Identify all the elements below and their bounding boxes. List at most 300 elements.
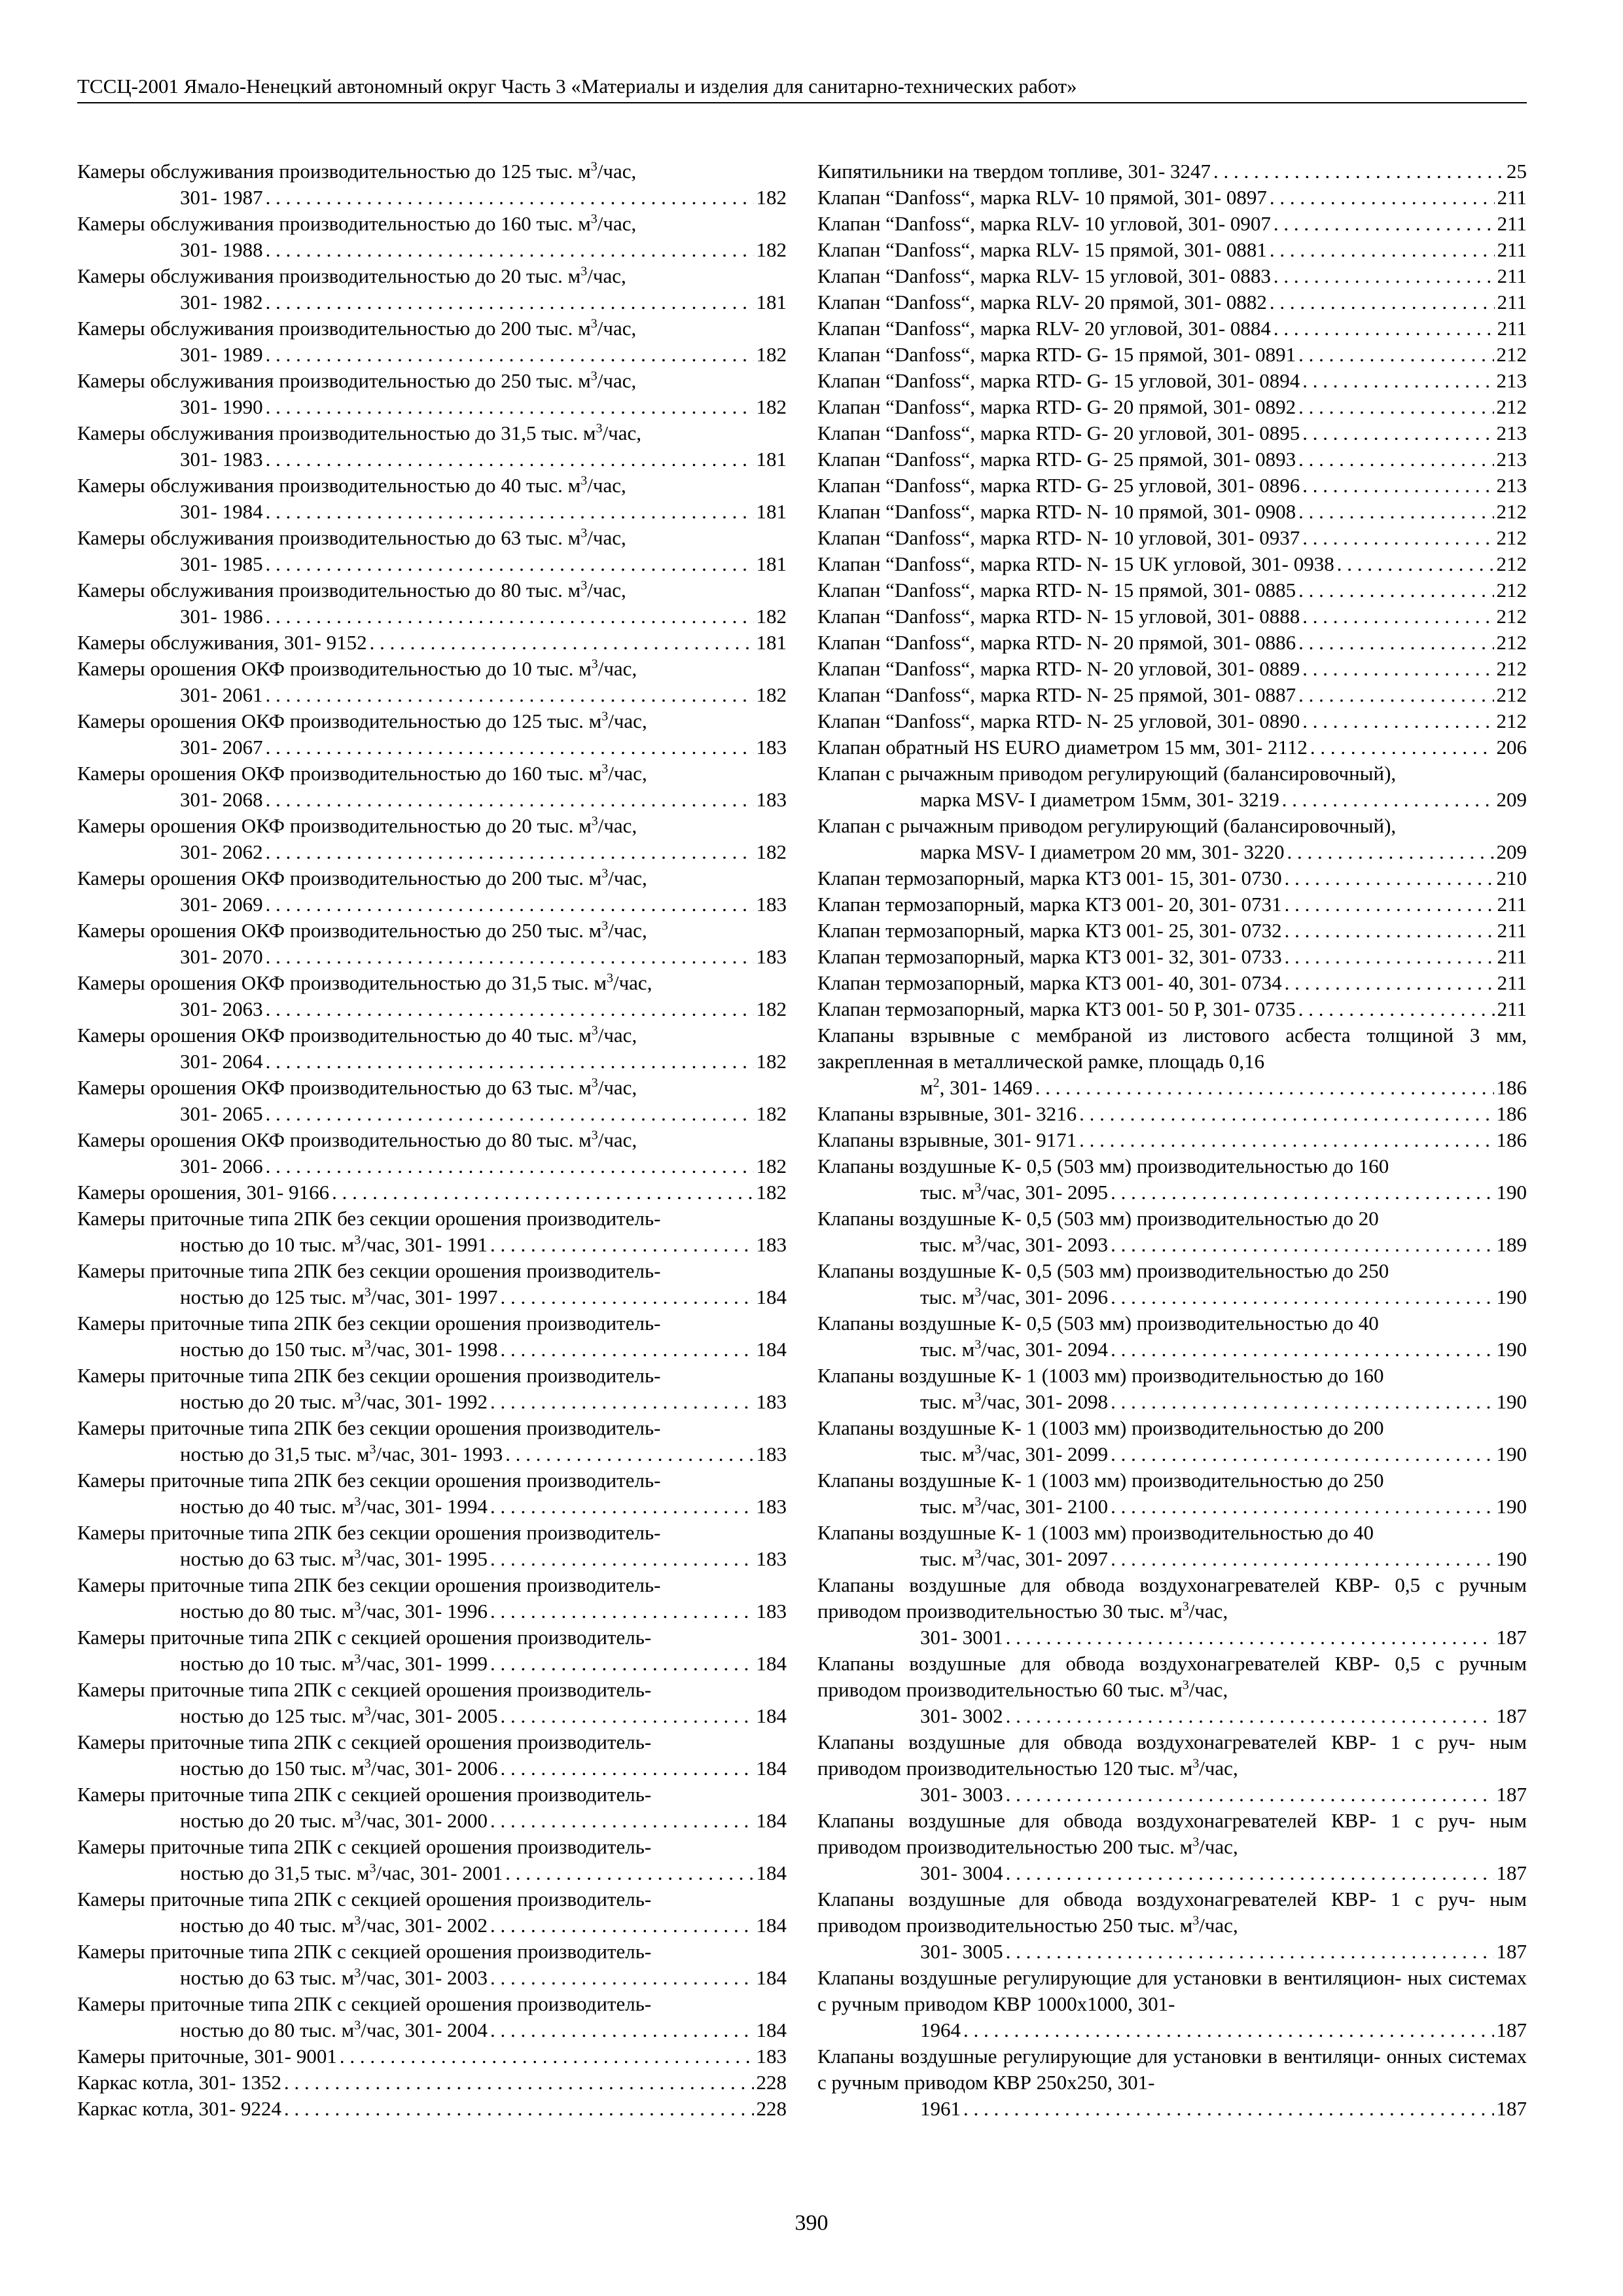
entry-page: 182 [756,238,787,261]
entry-page: 183 [756,788,787,811]
entry-title: Камеры орошения ОКФ производительностью до 63 тыс. $м^3$/час, [77,1075,637,1099]
leader-dots [1298,342,1493,368]
index-entry [817,1101,1527,1127]
entry-page: 211 [1497,997,1527,1020]
leader-dots [340,2043,754,2070]
index-entry [77,1834,787,1886]
entry-code: Клапан “Danfoss“, марка RTD- G- 15 прямой, 301- 0891 [817,343,1296,366]
leader-dots [266,237,754,263]
entry-page: 189 [1496,1233,1527,1256]
index-entry [817,1520,1527,1572]
entry-code: Камеры обслуживания, 301- 9152 [77,631,367,654]
leader-dots [1274,315,1495,342]
index-entry [817,1965,1527,2043]
index-entry [817,996,1527,1022]
entry-code: ностью до 40 тыс. $м^3$/час, 301- 1994 [180,1494,488,1518]
entry-code: 301- 1983 [180,448,263,471]
entry-page: 213 [1496,422,1527,444]
leader-dots [1006,1782,1494,1808]
leader-dots [284,2096,753,2122]
leader-dots [1006,1860,1494,1886]
entry-page: 182 [756,395,787,418]
entry-page: 213 [1496,448,1527,471]
entry-code: 301- 1987 [180,186,263,209]
entry-page: 212 [1496,631,1527,654]
entry-code: Клапан “Danfoss“, марка RTD- G- 15 угловой, 301- 0894 [817,369,1300,392]
leader-dots [963,2096,1494,2122]
index-entry [817,865,1527,891]
entry-code: Клапан “Danfoss“, марка RTD- N- 15 UK угловой, 301- 0938 [817,552,1334,575]
entry-code: тыс. $м^3$/час, 301- 2097 [920,1547,1109,1570]
leader-dots [505,1441,753,1467]
leader-dots [1302,525,1493,551]
entry-page: 184 [756,1338,787,1361]
entry-code: ностью до 63 тыс. $м^3$/час, 301- 1995 [180,1547,488,1570]
index-entry [817,970,1527,996]
entry-code: Клапан “Danfoss“, марка RTD- N- 25 угловой, 301- 0890 [817,709,1300,732]
entry-title: Клапаны воздушные К- 1 (1003 мм) производительностью до 160 [817,1364,1384,1387]
index-entry [817,368,1527,394]
leader-dots [266,1101,754,1127]
entry-page: 211 [1497,264,1527,287]
entry-page: 183 [756,1495,787,1518]
entry-title: Клапан с рычажным приводом регулирующий (балансировочный), [817,762,1397,785]
leader-dots [266,787,754,813]
leader-dots [1111,1494,1493,1520]
leader-dots [266,603,754,630]
entry-code: ностью до 125 тыс. $м^3$/час, 301- 1997 [180,1285,498,1308]
leader-dots [1111,1336,1493,1363]
entry-page: 184 [756,1861,787,1884]
entry-page: 211 [1497,893,1527,916]
entry-code: Клапан “Danfoss“, марка RLV- 20 прямой, 301- 0882 [817,291,1267,314]
leader-dots [266,289,754,315]
entry-code: тыс. $м^3$/час, 301- 2095 [920,1180,1109,1204]
leader-dots [1298,577,1493,603]
entry-title: Камеры приточные типа 2ПК с секцией орошения производитель- [77,1731,652,1753]
leader-dots [1298,394,1493,420]
entry-page: 211 [1497,291,1527,314]
index-entry [817,630,1527,656]
leader-dots [332,1179,753,1206]
leader-dots [1298,630,1493,656]
index-entry [817,891,1527,918]
index-entry [77,1782,787,1834]
entry-page: 212 [1496,657,1527,680]
entry-page: 182 [756,605,787,628]
entry-page: 212 [1496,605,1527,628]
entry-title: Клапаны воздушные К- 0,5 (503 мм) производительностью до 40 [817,1312,1379,1335]
entry-code: 301- 2069 [180,893,263,916]
entry-page: 183 [756,2045,787,2068]
entry-code: Клапан “Danfoss“, марка RTD- N- 25 прямой, 301- 0887 [817,683,1296,706]
entry-title: Камеры обслуживания производительностью до 200 тыс. $м^3$/час, [77,316,637,340]
entry-code: ностью до 31,5 тыс. $м^3$/час, 301- 2001 [180,1861,503,1884]
index-entry [817,656,1527,682]
index-entry [77,1310,787,1363]
entry-title: Камеры приточные типа 2ПК с секцией орошения производитель- [77,1940,652,1963]
leader-dots [1302,420,1493,446]
entry-page: 212 [1496,683,1527,706]
entry-code: Клапан “Danfoss“, марка RLV- 10 угловой, 301- 0907 [817,212,1271,235]
leader-dots [490,1651,753,1677]
entry-code: Клапан термозапорный, марка КТЗ 001- 40, 301- 0734 [817,971,1282,994]
entry-page: 182 [756,1181,787,1204]
leader-dots [266,734,754,761]
index-entry [77,1127,787,1179]
index-entry [817,1651,1527,1729]
entry-title: Клапаны взрывные с мембраной из листового асбеста толщиной 3 мм, закрепленная в металлической рамке, площадь 0,16 [817,1024,1527,1073]
entry-page: 182 [756,1050,787,1073]
entry-title: Камеры обслуживания производительностью до 63 тыс. $м^3$/час, [77,526,626,549]
leader-dots [490,1389,753,1415]
leader-dots [1079,1101,1493,1127]
entry-page: 186 [1496,1128,1527,1151]
entry-page: 182 [756,997,787,1020]
entry-code: 301- 2070 [180,945,263,968]
entry-code: Кипятильники на твердом топливе, 301- 3247 [817,160,1211,183]
index-entry [817,1127,1527,1153]
index-entry [817,211,1527,237]
entry-title: Камеры приточные типа 2ПК с секцией орошения производитель- [77,1835,652,1858]
entry-code: Каркас котла, 301- 9224 [77,2097,282,2120]
entry-code: Клапан “Danfoss“, марка RLV- 15 прямой, 301- 0881 [817,238,1267,261]
leader-dots [501,1703,754,1729]
entry-page: 210 [1496,867,1527,889]
entry-page: 183 [756,1600,787,1623]
leader-dots [1285,944,1495,970]
entry-code: Клапан “Danfoss“, марка RLV- 10 прямой, 301- 0897 [817,186,1267,209]
entry-title: Клапан с рычажным приводом регулирующий (балансировочный), [817,814,1397,837]
index-entry [77,1179,787,1206]
entry-page: 187 [1496,1940,1527,1963]
index-entry [77,1258,787,1310]
index-entry [817,237,1527,263]
running-header: ТССЦ-2001 Ямало-Ненецкий автономный округ Часть 3 «Материалы и изделия для санитарно-технических работ» [77,73,1527,103]
entry-page: 190 [1496,1390,1527,1413]
leader-dots [266,185,754,211]
entry-code: ностью до 63 тыс. $м^3$/час, 301- 2003 [180,1965,488,1989]
index-entry [77,970,787,1022]
leader-dots [1035,1075,1494,1101]
entry-code: марка MSV- I диаметром 20 мм, 301- 3220 [920,840,1285,863]
leader-dots [1111,1441,1493,1467]
entry-page: 213 [1496,474,1527,497]
entry-title: Камеры приточные типа 2ПК без секции орошения производитель- [77,1259,661,1282]
leader-dots [963,2017,1494,2043]
entry-code: ностью до 40 тыс. $м^3$/час, 301- 2002 [180,1913,488,1937]
entry-title: Клапаны воздушные регулирующие для установки в вентиляци- онных системах с ручным приводом КВР 250х250, 301- [817,2045,1527,2094]
leader-dots [490,1598,753,1624]
leader-dots [490,1965,753,1991]
index-entry [77,368,787,420]
entry-title: Камеры обслуживания производительностью до 20 тыс. $м^3$/час, [77,264,626,287]
entry-page: 187 [1496,1783,1527,1806]
entry-page: 187 [1496,1704,1527,1727]
entry-title: Камеры приточные типа 2ПК без секции орошения производитель- [77,1416,661,1439]
entry-page: 184 [756,1704,787,1727]
index-entry [817,1022,1527,1101]
entry-page: 181 [756,631,787,654]
index-entry [817,1572,1527,1651]
leader-dots [1270,289,1495,315]
leader-dots [266,944,754,970]
entry-page: 228 [756,2097,787,2120]
entry-code: 301- 2064 [180,1050,263,1073]
entry-code: 301- 2066 [180,1155,263,1177]
entry-page: 186 [1496,1102,1527,1125]
index-entry [817,315,1527,342]
entry-page: 187 [1496,2097,1527,2120]
leader-dots [1282,787,1494,813]
entry-page: 212 [1496,579,1527,601]
entry-code: 301- 2061 [180,683,263,706]
index-entry [77,918,787,970]
entry-code: Клапан “Danfoss“, марка RTD- N- 10 угловой, 301- 0937 [817,526,1300,549]
entry-code: 301- 2063 [180,997,263,1020]
index-entry [77,1022,787,1075]
index-entry [817,1153,1527,1206]
entry-page: 183 [756,1233,787,1256]
entry-title: Камеры орошения ОКФ производительностью до 250 тыс. $м^3$/час, [77,918,647,942]
index-entry [817,1363,1527,1415]
entry-page: 211 [1497,919,1527,942]
index-entry [817,185,1527,211]
leader-dots [490,1232,753,1258]
index-entry [77,2096,787,2122]
index-entry [817,1467,1527,1520]
leader-dots [370,630,754,656]
leader-dots [1079,1127,1493,1153]
entry-title: Камеры орошения ОКФ производительностью до 31,5 тыс. $м^3$/час, [77,971,652,994]
entry-page: 183 [756,736,787,759]
leader-dots [1285,970,1495,996]
index-entry [77,1886,787,1939]
index-entry [77,1729,787,1782]
entry-page: 25 [1507,160,1527,183]
entry-title: Камеры приточные типа 2ПК без секции орошения производитель- [77,1207,661,1230]
entry-page: 209 [1496,788,1527,811]
index-entry [817,446,1527,473]
index-entry [817,603,1527,630]
leader-dots [266,1049,754,1075]
index-entry [817,394,1527,420]
entry-code: 301- 1989 [180,343,263,366]
leader-dots [1302,656,1493,682]
entry-title: Клапаны воздушные для обвода воздухонагревателей КВР- 1 с руч- ным приводом производительностью 200 тыс. $м^3$/час, [817,1809,1527,1858]
entry-page: 190 [1496,1495,1527,1518]
entry-page: 182 [756,1155,787,1177]
entry-code: 301- 3004 [920,1861,1003,1884]
entry-page: 190 [1496,1443,1527,1465]
leader-dots [501,1284,754,1310]
entry-title: Камеры обслуживания производительностью до 160 тыс. $м^3$/час, [77,211,637,235]
entry-page: 184 [756,1914,787,1937]
index-column-left [77,158,787,2122]
index-entry [817,577,1527,603]
entry-code: ностью до 150 тыс. $м^3$/час, 301- 2006 [180,1756,498,1780]
index-entry [817,1415,1527,1467]
entry-code: 301- 3003 [920,1783,1003,1806]
entry-page: 190 [1496,1285,1527,1308]
entry-page: 187 [1496,1626,1527,1649]
entry-title: Клапаны воздушные К- 1 (1003 мм) производительностью до 40 [817,1521,1374,1544]
leader-dots [1111,1179,1493,1206]
entry-page: 213 [1496,369,1527,392]
entry-page: 183 [756,893,787,916]
index-entry [77,865,787,918]
index-entry [77,1467,787,1520]
entry-page: 181 [756,500,787,523]
entry-code: ностью до 125 тыс. $м^3$/час, 301- 2005 [180,1704,498,1727]
entry-code: Клапан термозапорный, марка КТЗ 001- 15, 301- 0730 [817,867,1282,889]
leader-dots [1302,473,1493,499]
leader-dots [1274,211,1495,237]
entry-code: ностью до 10 тыс. $м^3$/час, 301- 1999 [180,1651,488,1675]
entry-code: 301- 2068 [180,788,263,811]
entry-code: Клапан термозапорный, марка КТЗ 001- 50 Р, 301- 0735 [817,997,1296,1020]
entry-title: Клапаны воздушные для обвода воздухонагревателей КВР- 1 с руч- ным приводом производительностью 120 тыс. $м^3$/час, [817,1731,1527,1780]
entry-code: ностью до 31,5 тыс. $м^3$/час, 301- 1993 [180,1442,503,1465]
entry-code: тыс. $м^3$/час, 301- 2096 [920,1285,1109,1308]
entry-code: ностью до 10 тыс. $м^3$/час, 301- 1991 [180,1232,488,1256]
leader-dots [1298,996,1495,1022]
entry-code: Клапан обратный HS EURO диаметром 15 мм, 301- 2112 [817,736,1308,759]
entry-page: 184 [756,1285,787,1308]
entry-title: Камеры обслуживания производительностью до 80 тыс. $м^3$/час, [77,578,626,601]
entry-page: 182 [756,186,787,209]
index-entry [77,656,787,708]
index-entry [77,315,787,368]
entry-page: 187 [1496,2018,1527,2041]
entry-page: 182 [756,683,787,706]
entry-page: 183 [756,1390,787,1413]
leader-dots [1270,237,1495,263]
entry-code: 301- 1985 [180,552,263,575]
leader-dots [266,394,754,420]
index-entry [817,158,1527,185]
entry-title: Клапаны воздушные для обвода воздухонагревателей КВР- 0,5 с ручным приводом производительностью 30 тыс. $м^3$/час, [817,1573,1527,1623]
entry-title: Клапаны воздушные К- 1 (1003 мм) производительностью до 200 [817,1416,1384,1439]
entry-code: ностью до 20 тыс. $м^3$/час, 301- 1992 [180,1390,488,1413]
entry-page: 181 [756,291,787,314]
entry-page: 212 [1496,395,1527,418]
leader-dots [1298,682,1493,708]
leader-dots [266,551,754,577]
entry-page: 183 [756,1547,787,1570]
entry-page: 183 [756,945,787,968]
entry-page: 186 [1496,1076,1527,1099]
index-entry [77,263,787,315]
entry-code: 301- 2067 [180,736,263,759]
entry-code: 301- 1982 [180,291,263,314]
entry-title: Камеры обслуживания производительностью до 31,5 тыс. $м^3$/час, [77,421,641,444]
entry-code: $м^2$, 301- 1469 [920,1075,1033,1099]
leader-dots [284,2070,753,2096]
entry-page: 212 [1496,526,1527,549]
entry-code: Клапан “Danfoss“, марка RTD- G- 20 прямой, 301- 0892 [817,395,1296,418]
entry-title: Камеры орошения ОКФ производительностью до 10 тыс. $м^3$/час, [77,656,637,680]
index-entry [817,1729,1527,1808]
index-entry [817,1310,1527,1363]
leader-dots [266,1153,754,1179]
entry-page: 228 [756,2071,787,2094]
leader-dots [505,1860,753,1886]
entry-title: Камеры приточные типа 2ПК без секции орошения производитель- [77,1312,661,1335]
index-column-right [817,158,1527,2122]
entry-code: 301- 1986 [180,605,263,628]
leader-dots [1298,446,1493,473]
index-entry [77,2070,787,2096]
entry-code: Клапан термозапорный, марка КТЗ 001- 20, 301- 0731 [817,893,1282,916]
entry-page: 182 [756,343,787,366]
entry-code: 301- 1988 [180,238,263,261]
entry-page: 190 [1496,1547,1527,1570]
entry-title: Камеры приточные типа 2ПК без секции орошения производитель- [77,1364,661,1387]
index-entry [77,1415,787,1467]
leader-dots [1302,708,1493,734]
index-entry [77,1206,787,1258]
index-entry [817,499,1527,525]
leader-dots [1006,1624,1494,1651]
leader-dots [266,446,754,473]
entry-page: 190 [1496,1181,1527,1204]
leader-dots [266,891,754,918]
entry-code: Клапан “Danfoss“, марка RTD- N- 15 угловой, 301- 0888 [817,605,1300,628]
index-entry [817,708,1527,734]
entry-code: Клапан “Danfoss“, марка RTD- N- 20 угловой, 301- 0889 [817,657,1300,680]
entry-code: тыс. $м^3$/час, 301- 2098 [920,1390,1109,1413]
page-number: 390 [794,2211,829,2235]
entry-page: 190 [1496,1338,1527,1361]
entry-page: 184 [756,1809,787,1832]
entry-code: Клапан термозапорный, марка КТЗ 001- 32, 301- 0733 [817,945,1282,968]
index-entry [77,1991,787,2043]
entry-code: 1961 [920,2097,961,2120]
entry-code: Клапан “Danfoss“, марка RTD- G- 25 угловой, 301- 0896 [817,474,1300,497]
leader-dots [1298,499,1493,525]
entry-code: Камеры приточные, 301- 9001 [77,2045,337,2068]
entry-code: 301- 2065 [180,1102,263,1125]
entry-code: 301- 3001 [920,1626,1003,1649]
leader-dots [1111,1389,1493,1415]
index-entry [817,551,1527,577]
index-entry [817,813,1527,865]
entry-page: 184 [756,1966,787,1989]
leader-dots [1274,263,1495,289]
entry-code: 301- 3002 [920,1704,1003,1727]
entry-page: 206 [1496,736,1527,759]
entry-page: 212 [1496,709,1527,732]
entry-page: 212 [1496,500,1527,523]
entry-code: Клапан “Danfoss“, марка RTD- N- 10 прямой, 301- 0908 [817,500,1296,523]
entry-title: Камеры орошения ОКФ производительностью до 160 тыс. $м^3$/час, [77,761,647,785]
entry-page: 212 [1496,552,1527,575]
leader-dots [490,2017,753,2043]
entry-page: 211 [1497,212,1527,235]
entry-code: Клапаны взрывные, 301- 3216 [817,1102,1077,1125]
entry-title: Камеры орошения ОКФ производительностью до 125 тыс. $м^3$/час, [77,709,647,732]
index-entry [817,918,1527,944]
entry-code: ностью до 20 тыс. $м^3$/час, 301- 2000 [180,1808,488,1832]
entry-code: Клапан термозапорный, марка КТЗ 001- 25, 301- 0732 [817,919,1282,942]
leader-dots [1111,1232,1493,1258]
index-entry [817,734,1527,761]
entry-code: Клапан “Danfoss“, марка RTD- N- 15 прямой, 301- 0885 [817,579,1296,601]
entry-code: Клапан “Danfoss“, марка RLV- 15 угловой, 301- 0883 [817,264,1271,287]
entry-page: 184 [756,2018,787,2041]
entry-code: тыс. $м^3$/час, 301- 2100 [920,1494,1109,1518]
